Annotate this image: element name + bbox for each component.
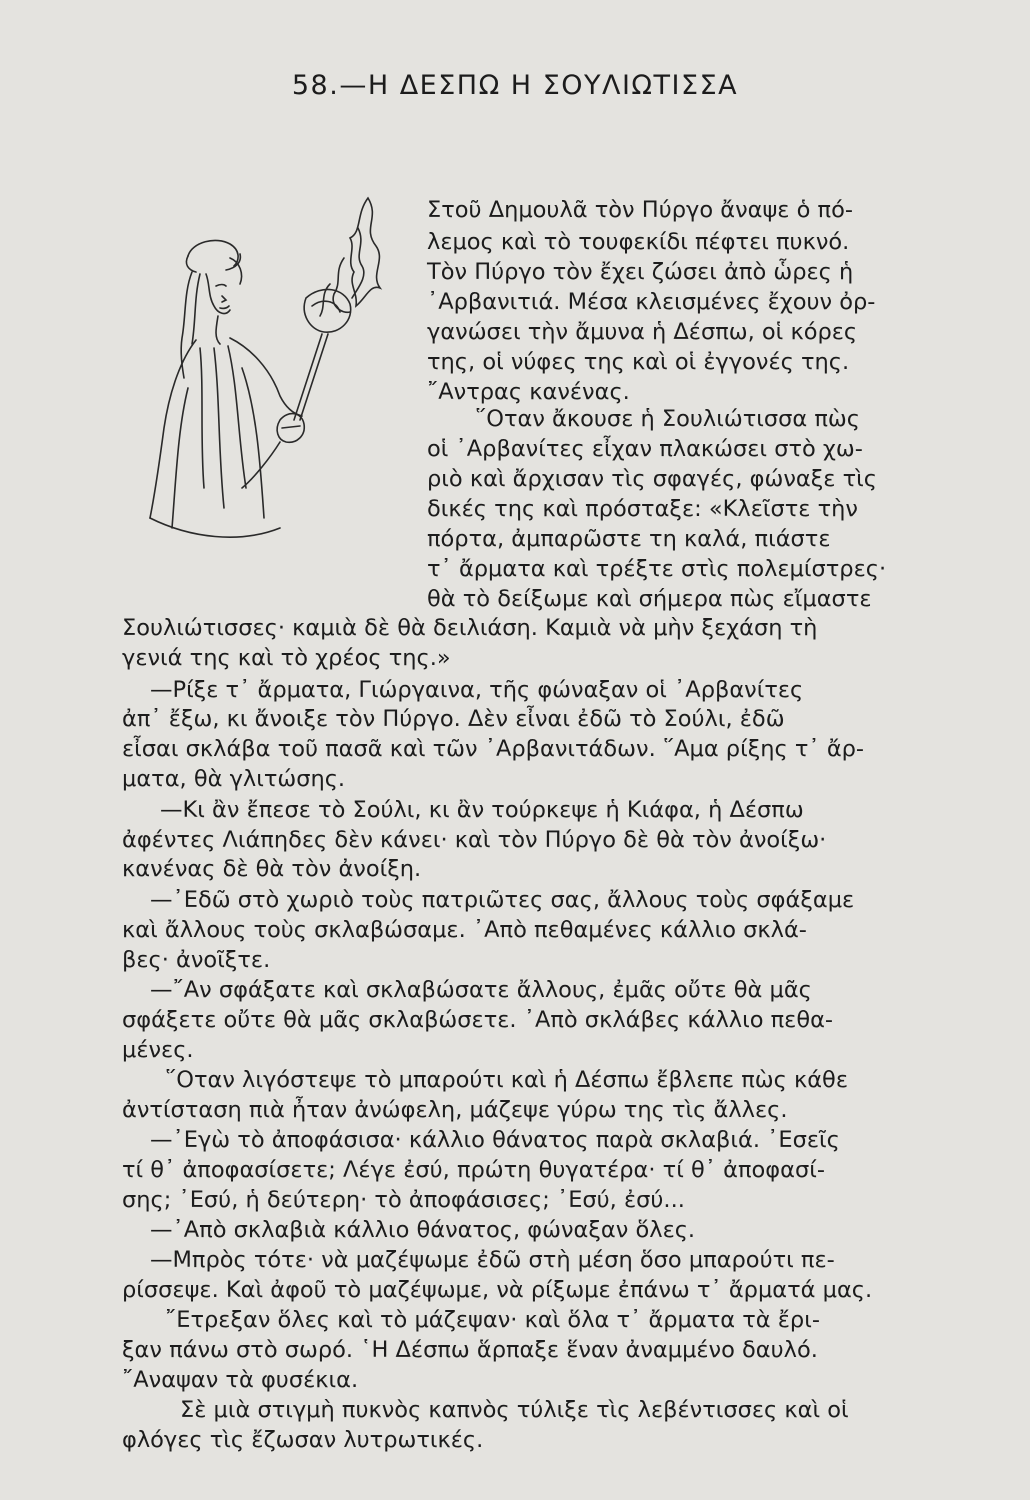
- text-line: —᾿Απὸ σκλαβιὰ κάλλιο θάνατος, φώναξαν ὅλες.: [150, 1217, 696, 1243]
- text-line: ριὸ καὶ ἄρχισαν τὶς σφαγές, φώναξε τὶς: [427, 466, 877, 492]
- text-line: κανένας δὲ θὰ τὸν ἀνοίξη.: [122, 856, 422, 882]
- text-line: Τὸν Πύργο τὸν ἔχει ζώσει ἀπὸ ὧρες ἡ: [427, 259, 854, 285]
- text-line: τί θ᾿ ἀποφασίσετε; Λέγε ἐσύ, πρώτη θυγατέρα· τί θ᾿ ἀποφασί-: [122, 1157, 825, 1183]
- text-line: δικές της καὶ πρόσταξε: «Κλεῖστε τὴν: [427, 496, 858, 522]
- text-line: ᾿Αρβανιτιά. Μέσα κλεισμένες ἔχουν ὀρ-: [427, 289, 876, 315]
- text-line: ξαν πάνω στὸ σωρό. ῾Η Δέσπω ἅρπαξε ἕναν ἀναμμένο δαυλό.: [122, 1337, 818, 1363]
- text-line: βες· ἀνοῖξτε.: [122, 947, 271, 973]
- text-line: φλόγες τὶς ἔζωσαν λυτρωτικές.: [122, 1427, 484, 1453]
- text-line: καὶ ἄλλους τοὺς σκλαβώσαμε. ᾿Απὸ πεθαμένες κάλλιο σκλά-: [122, 917, 807, 943]
- text-line: ῎Αντρας κανένας.: [427, 379, 630, 405]
- text-line: ῎Ετρεξαν ὅλες καὶ τὸ μάζεψαν· καὶ ὅλα τ᾿ ἄρματα τὰ ἔρι-: [165, 1307, 820, 1333]
- text-line: οἱ ᾿Αρβανίτες εἶχαν πλακώσει στὸ χω-: [427, 436, 863, 462]
- text-line: λεμος καὶ τὸ τουφεκίδι πέφτει πυκνό.: [427, 229, 850, 255]
- text-line: εἶσαι σκλάβα τοῦ πασᾶ καὶ τῶν ᾿Αρβανιτάδων. ῞Αμα ρίξης τ᾿ ἄρ-: [122, 736, 865, 762]
- text-line: σφάξετε οὔτε θὰ μᾶς σκλαβώσετε. ᾿Απὸ σκλάβες κάλλιο πεθα-: [122, 1007, 834, 1033]
- text-line: ματα, θὰ γλιτώσης.: [122, 766, 346, 792]
- page-title: 58.—Η ΔΕΣΠΩ Η ΣΟΥΛΙΩΤΙΣΣΑ: [291, 70, 739, 101]
- text-line: —᾿Εδῶ στὸ χωριὸ τοὺς πατριῶτες σας, ἄλλους τοὺς σφάξαμε: [150, 887, 855, 913]
- text-line: θὰ τὸ δείξωμε καὶ σήμερα πὼς εἴμαστε: [427, 586, 872, 612]
- text-line: Στοῦ Δημουλᾶ τὸν Πύργο ἄναψε ὁ πό-: [427, 197, 853, 223]
- woman-with-torch-illustration: [130, 188, 400, 578]
- text-line: ἀπ᾿ ἔξω, κι ἄνοιξε τὸν Πύργο. Δὲν εἶναι ἐδῶ τὸ Σούλι, ἐδῶ: [122, 706, 785, 732]
- text-line: —Κι ἂν ἔπεσε τὸ Σούλι, κι ἂν τούρκεψε ἡ Κιάφα, ἡ Δέσπω: [160, 797, 804, 823]
- text-line: της, οἱ νύφες της καὶ οἱ ἐγγονές της.: [427, 349, 850, 375]
- text-line: ἀφέντες Λιάπηδες δὲν κάνει· καὶ τὸν Πύργο δὲ θὰ τὸν ἀνοίξω·: [122, 827, 827, 853]
- text-line: —Μπρὸς τότε· νὰ μαζέψωμε ἐδῶ στὴ μέση ὅσο μπαρούτι πε-: [150, 1247, 835, 1273]
- text-line: γανώσει τὴν ἄμυνα ἡ Δέσπω, οἱ κόρες: [427, 319, 858, 345]
- text-line: ῞Οταν ἄκουσε ἡ Σουλιώτισσα πὼς: [475, 406, 860, 432]
- text-line: γενιά της καὶ τὸ χρέος της.»: [122, 645, 451, 671]
- text-line: ῎Αναψαν τὰ φυσέκια.: [122, 1367, 359, 1393]
- text-line: ἀντίσταση πιὰ ἦταν ἀνώφελη, μάζεψε γύρω της τὶς ἄλλες.: [122, 1097, 788, 1123]
- text-line: σης; ᾿Εσύ, ἡ δεύτερη· τὸ ἀποφάσισες; ᾿Εσύ, ἐσύ...: [122, 1187, 685, 1213]
- text-line: μένες.: [122, 1037, 194, 1063]
- text-line: —᾿Εγὼ τὸ ἀποφάσισα· κάλλιο θάνατος παρὰ σκλαβιά. ᾿Εσεῖς: [150, 1127, 840, 1153]
- text-line: Σουλιώτισσες· καμιὰ δὲ θὰ δειλιάση. Καμιὰ νὰ μὴν ξεχάση τὴ: [122, 615, 818, 641]
- text-line: Σὲ μιὰ στιγμὴ πυκνὸς καπνὸς τύλιξε τὶς λεβέντισσες καὶ οἱ: [180, 1397, 849, 1423]
- text-line: τ᾿ ἄρματα καὶ τρέξτε στὶς πολεμίστρες·: [427, 556, 887, 582]
- text-line: ῞Οταν λιγόστεψε τὸ μπαρούτι καὶ ἡ Δέσπω ἔβλεπε πὼς κάθε: [165, 1067, 848, 1093]
- text-line: πόρτα, ἀμπαρῶστε τη καλά, πιάστε: [427, 526, 831, 552]
- text-line: —῎Αν σφάξατε καὶ σκλαβώσατε ἄλλους, ἐμᾶς οὔτε θὰ μᾶς: [150, 977, 812, 1003]
- text-line: ρίσσεψε. Καὶ ἀφοῦ τὸ μαζέψωμε, νὰ ρίξωμε ἐπάνω τ᾿ ἄρματά μας.: [122, 1277, 873, 1303]
- text-line: —Ρίξε τ᾿ ἄρματα, Γιώργαινα, τῆς φώναξαν οἱ ᾿Αρβανίτες: [150, 677, 804, 703]
